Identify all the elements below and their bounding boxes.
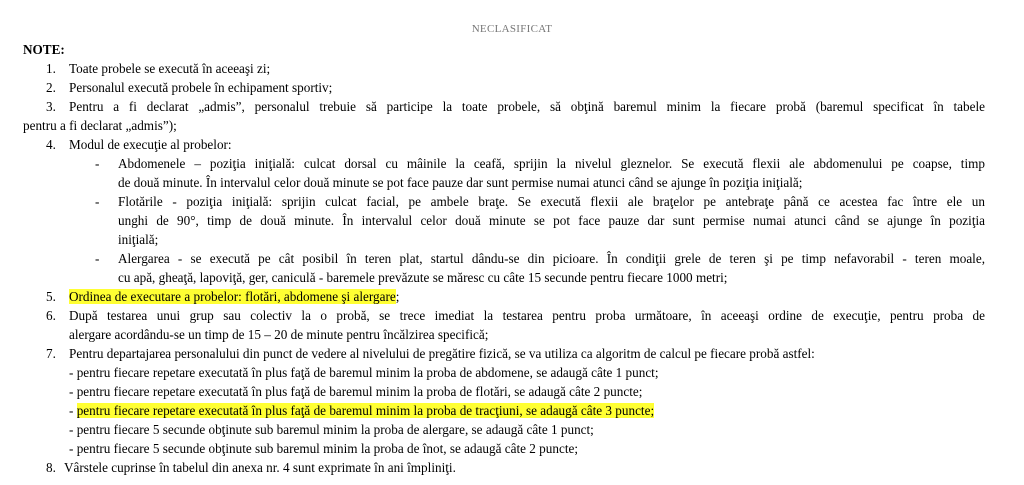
note-number-5: 5.	[46, 289, 56, 304]
notes-title: NOTE:	[23, 42, 65, 57]
scoring-rule-3	[69, 401, 654, 420]
note-number-2: 2.	[46, 80, 56, 95]
scoring-rule-3-dash: -	[69, 403, 77, 418]
note-text-2: Personalul execută probele în echipament sportiv;	[69, 80, 333, 95]
note-number-3: 3.	[46, 99, 56, 114]
scoring-rule-4: - pentru fiecare 5 secunde obţinute sub baremul minim la proba de alergare, se adaugă câte 1 punct;	[69, 422, 594, 437]
highlight-order: Ordinea de executare a probelor: flotări, abdomene şi alergare	[69, 289, 396, 304]
note-text-3-line1: Pentru a fi declarat „admis”, personalul trebuie să participe la toate probele, să obţină baremul minim la fiecare probă (baremul specificat în tabele	[69, 99, 985, 114]
classification-header: NECLASIFICAT	[471, 23, 553, 35]
note-text-5	[69, 287, 399, 306]
highlight-tractiuni: pentru fiecare repetare executată în plus faţă de baremul minim la proba de tracţiuni, se adaugă câte 3 puncte;	[76, 403, 655, 418]
note-number-6: 6.	[46, 308, 56, 323]
note-text-5-end: ;	[395, 289, 400, 304]
note-text-1: Toate probele se execută în aceeaşi zi;	[69, 61, 271, 76]
sub-abdomene-line1: Abdomenele – poziţia iniţială: culcat dorsal cu mâinile la ceafă, sprijin la nivelul gleznelor. Se execută flexii ale abdomenului pe coapse, timp	[118, 156, 985, 171]
sub-flotari-line2: unghi de 90°, timp de două minute. În intervalul celor două minute se pot face pauze dar sunt permise numai atunci când se ajunge în poziţia	[118, 213, 985, 228]
sub-bullet-dash: -	[95, 251, 100, 266]
note-text-8: Vârstele cuprinse în tabelul din anexa nr. 4 sunt exprimate în ani împliniţi.	[64, 460, 456, 475]
sub-alergare-line1: Alergarea - se execută pe cât posibil în teren plat, startul dându-se din picioare. În condiţii grele de teren şi pe timp nefavorabil - teren moale,	[118, 251, 985, 266]
sub-bullet-dash: -	[95, 156, 100, 171]
note-number-7: 7.	[46, 346, 56, 361]
scoring-rule-1: - pentru fiecare repetare executată în plus faţă de baremul minim la proba de abdomene, se adaugă câte 1 punct;	[69, 365, 659, 380]
scoring-rule-2: - pentru fiecare repetare executată în plus faţă de baremul minim la proba de flotări, se adaugă câte 2 puncte;	[69, 384, 643, 399]
sub-bullet-dash: -	[95, 194, 100, 209]
note-text-6-line2: alergare acordându-se un timp de 15 – 20 de minute pentru încălzirea specifică;	[69, 327, 489, 342]
sub-alergare-line2: cu apă, gheaţă, lapoviţă, ger, caniculă - baremele prevăzute se măresc cu câte 15 secunde pentru fiecare 1000 metri;	[118, 270, 728, 285]
sub-flotari-line3: iniţială;	[118, 232, 159, 247]
note-number-8: 8.	[46, 460, 56, 475]
note-text-6-line1: După testarea unui grup sau colectiv la o probă, se trece imediat la testarea pentru proba următoare, în aceeaşi ordine de execuţie, pentru proba de	[69, 308, 985, 323]
note-text-7: Pentru departajarea personalului din punct de vedere al nivelului de pregătire fizică, se va utiliza ca algoritm de calcul pe fiecare probă astfel:	[69, 346, 815, 361]
sub-flotari-line1: Flotările - poziţia iniţială: sprijin culcat facial, pe ambele braţe. Se execută flexii ale braţelor pe antebraţe până ce acestea fac între ele un	[118, 194, 985, 209]
scoring-rule-5: - pentru fiecare 5 secunde obţinute sub baremul minim la proba de înot, se adaugă câte 2 puncte;	[69, 441, 579, 456]
note-text-3-line2: pentru a fi declarat „admis”);	[23, 118, 177, 133]
note-text-4: Modul de execuţie al probelor:	[69, 137, 232, 152]
note-number-4: 4.	[46, 137, 56, 152]
sub-abdomene-line2: de două minute. În intervalul celor două minute se pot face pauze dar sunt permise numai atunci când se ajunge în poziţia iniţială;	[118, 175, 803, 190]
note-number-1: 1.	[46, 61, 56, 76]
